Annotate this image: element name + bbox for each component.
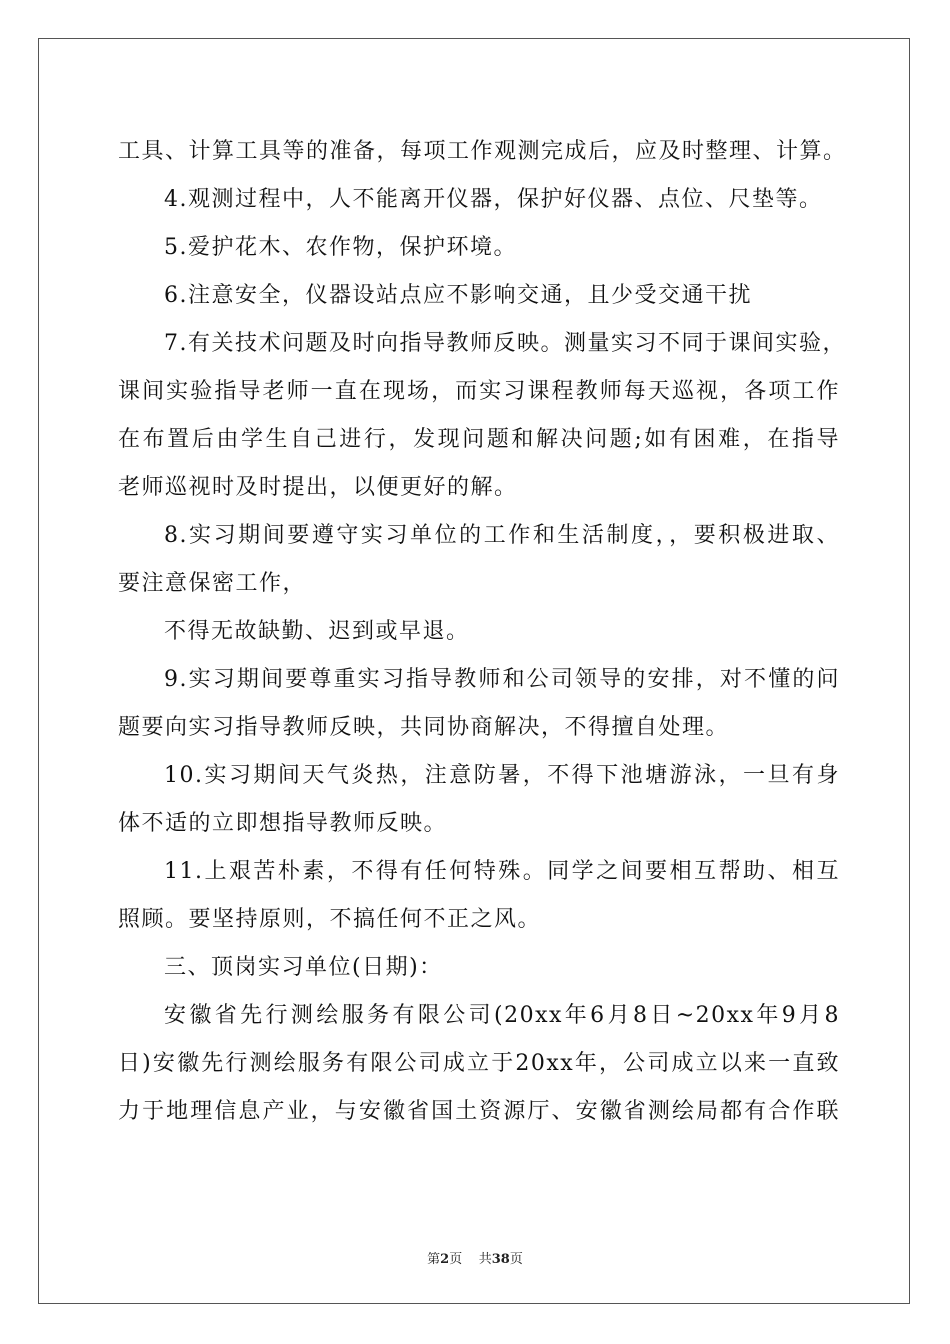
text-line: 课间实验指导老师一直在现场，而实习课程教师每天巡视，各项工作 (118, 379, 840, 404)
page-footer (0, 1248, 950, 1267)
text-line: 体不适的立即想指导教师反映。 (118, 811, 448, 836)
text-line: 三、顶岗实习单位(日期)： (164, 955, 443, 980)
text-line: 4.观测过程中，人不能离开仪器，保护好仪器、点位、尺垫等。 (164, 187, 823, 212)
text-line: 5.爱护花木、农作物，保护环境。 (164, 235, 517, 260)
total-pages: 38 (491, 1252, 510, 1267)
page-prefix: 第 (427, 1252, 441, 1267)
text-line: 老师巡视时及时提出，以便更好的解。 (118, 475, 518, 500)
page-number: 2 (440, 1252, 450, 1267)
text-line: 11.上艰苦朴素，不得有任何特殊。同学之间要相互帮助、相互 (164, 859, 840, 884)
text-line: 题要向实习指导教师反映，共同协商解决，不得擅自处理。 (118, 715, 730, 740)
text-line: 日)安徽先行测绘服务有限公司成立于20xx年，公司成立以来一直致 (118, 1051, 840, 1076)
text-line: 6.注意安全，仪器设站点应不影响交通，且少受交通干扰 (164, 283, 752, 308)
page-suffix: 页 (449, 1252, 463, 1267)
text-line: 10.实习期间天气炎热，注意防暑，不得下池塘游泳，一旦有身 (164, 763, 840, 788)
text-line: 工具、计算工具等的准备，每项工作观测完成后，应及时整理、计算。 (118, 139, 847, 164)
text-line: 照顾。要坚持原则，不搞任何不正之风。 (118, 907, 542, 932)
total-suffix: 页 (509, 1252, 523, 1267)
text-line: 7.有关技术问题及时向指导教师反映。测量实习不同于课间实验， (164, 331, 846, 356)
total-prefix: 共 (478, 1252, 492, 1267)
document-body (118, 128, 847, 1136)
text-line: 安徽省先行测绘服务有限公司(20xx年6月8日~20xx年9月8 (164, 1003, 840, 1028)
text-line: 9.实习期间要尊重实习指导教师和公司领导的安排，对不懂的问 (164, 667, 840, 692)
text-line: 力于地理信息产业，与安徽省国土资源厅、安徽省测绘局都有合作联 (118, 1099, 840, 1124)
text-line: 8.实习期间要遵守实习单位的工作和生活制度，，要积极进取、 (164, 523, 840, 548)
text-line: 在布置后由学生自己进行，发现问题和解决问题;如有困难，在指导 (118, 427, 840, 452)
text-line: 要注意保密工作， (118, 571, 307, 596)
text-line: 不得无故缺勤、迟到或早退。 (164, 619, 470, 644)
